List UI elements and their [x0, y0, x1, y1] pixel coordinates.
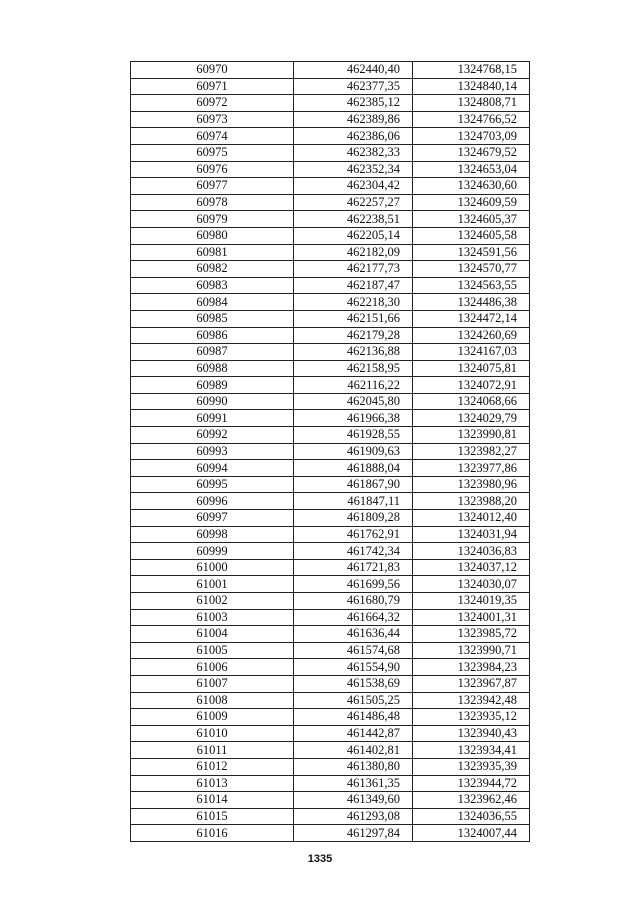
y-coordinate-cell: 1324031,94: [413, 526, 530, 543]
x-coordinate-cell: 461293,08: [294, 808, 413, 825]
y-coordinate-cell: 1324653,04: [413, 161, 530, 178]
point-number-cell: 60990: [131, 393, 294, 410]
y-coordinate-cell: 1324766,52: [413, 111, 530, 128]
x-coordinate-cell: 462218,30: [294, 294, 413, 311]
table-row: [131, 493, 530, 510]
x-coordinate-cell: 461699,56: [294, 576, 413, 593]
point-number-cell: 60983: [131, 277, 294, 294]
point-number-cell: 60978: [131, 194, 294, 211]
coordinates-table: [130, 61, 530, 842]
table-row: [131, 211, 530, 228]
x-coordinate-cell: 461762,91: [294, 526, 413, 543]
y-coordinate-cell: 1324679,52: [413, 144, 530, 161]
table-row: [131, 659, 530, 676]
y-coordinate-cell: 1324609,59: [413, 194, 530, 211]
y-coordinate-cell: 1324486,38: [413, 294, 530, 311]
table-row: [131, 178, 530, 195]
x-coordinate-cell: 461909,63: [294, 443, 413, 460]
table-row: [131, 559, 530, 576]
x-coordinate-cell: 461636,44: [294, 626, 413, 643]
x-coordinate-cell: 462045,80: [294, 393, 413, 410]
x-coordinate-cell: 462179,28: [294, 327, 413, 344]
y-coordinate-cell: 1324030,07: [413, 576, 530, 593]
x-coordinate-cell: 462385,12: [294, 95, 413, 112]
x-coordinate-cell: 462187,47: [294, 277, 413, 294]
y-coordinate-cell: 1324563,55: [413, 277, 530, 294]
table-row: [131, 808, 530, 825]
point-number-cell: 60993: [131, 443, 294, 460]
point-number-cell: 61002: [131, 593, 294, 610]
table-row: [131, 825, 530, 842]
point-number-cell: 60987: [131, 344, 294, 361]
point-number-cell: 61003: [131, 609, 294, 626]
y-coordinate-cell: 1323985,72: [413, 626, 530, 643]
x-coordinate-cell: 462182,09: [294, 244, 413, 261]
table-row: [131, 410, 530, 427]
x-coordinate-cell: 461380,80: [294, 758, 413, 775]
x-coordinate-cell: 462158,95: [294, 360, 413, 377]
y-coordinate-cell: 1324001,31: [413, 609, 530, 626]
point-number-cell: 60981: [131, 244, 294, 261]
x-coordinate-cell: 462116,22: [294, 377, 413, 394]
point-number-cell: 60982: [131, 261, 294, 278]
table-row: [131, 642, 530, 659]
x-coordinate-cell: 462440,40: [294, 62, 413, 79]
point-number-cell: 61011: [131, 742, 294, 759]
x-coordinate-cell: 462386,06: [294, 128, 413, 145]
x-coordinate-cell: 461809,28: [294, 510, 413, 527]
point-number-cell: 60992: [131, 427, 294, 444]
table-row: [131, 427, 530, 444]
y-coordinate-cell: 1324075,81: [413, 360, 530, 377]
y-coordinate-cell: 1324037,12: [413, 559, 530, 576]
y-coordinate-cell: 1323984,23: [413, 659, 530, 676]
table-row: [131, 709, 530, 726]
x-coordinate-cell: 462382,33: [294, 144, 413, 161]
point-number-cell: 60970: [131, 62, 294, 79]
y-coordinate-cell: 1324007,44: [413, 825, 530, 842]
point-number-cell: 60973: [131, 111, 294, 128]
point-number-cell: 61013: [131, 775, 294, 792]
x-coordinate-cell: 462352,34: [294, 161, 413, 178]
y-coordinate-cell: 1324840,14: [413, 78, 530, 95]
point-number-cell: 60980: [131, 227, 294, 244]
point-number-cell: 61016: [131, 825, 294, 842]
x-coordinate-cell: 461867,90: [294, 476, 413, 493]
table-row: [131, 360, 530, 377]
table-row: [131, 742, 530, 759]
table-row: [131, 111, 530, 128]
x-coordinate-cell: 461742,34: [294, 543, 413, 560]
table-row: [131, 128, 530, 145]
y-coordinate-cell: 1324019,35: [413, 593, 530, 610]
point-number-cell: 61007: [131, 675, 294, 692]
point-number-cell: 61006: [131, 659, 294, 676]
point-number-cell: 60995: [131, 476, 294, 493]
point-number-cell: 60989: [131, 377, 294, 394]
point-number-cell: 60984: [131, 294, 294, 311]
x-coordinate-cell: 461349,60: [294, 792, 413, 809]
table-row: [131, 277, 530, 294]
table-row: [131, 194, 530, 211]
table-row: [131, 725, 530, 742]
x-coordinate-cell: 461505,25: [294, 692, 413, 709]
point-number-cell: 60997: [131, 510, 294, 527]
x-coordinate-cell: 461721,83: [294, 559, 413, 576]
coordinates-table-body: [131, 62, 530, 842]
x-coordinate-cell: 462377,35: [294, 78, 413, 95]
x-coordinate-cell: 461574,68: [294, 642, 413, 659]
table-row: [131, 294, 530, 311]
page-number: 1335: [307, 853, 333, 865]
point-number-cell: 61009: [131, 709, 294, 726]
point-number-cell: 61012: [131, 758, 294, 775]
table-row: [131, 526, 530, 543]
table-row: [131, 576, 530, 593]
point-number-cell: 60996: [131, 493, 294, 510]
table-row: [131, 95, 530, 112]
y-coordinate-cell: 1324605,58: [413, 227, 530, 244]
x-coordinate-cell: 461928,55: [294, 427, 413, 444]
point-number-cell: 61014: [131, 792, 294, 809]
table-row: [131, 227, 530, 244]
x-coordinate-cell: 462389,86: [294, 111, 413, 128]
y-coordinate-cell: 1324591,56: [413, 244, 530, 261]
y-coordinate-cell: 1324703,09: [413, 128, 530, 145]
x-coordinate-cell: 462257,27: [294, 194, 413, 211]
table-row: [131, 443, 530, 460]
y-coordinate-cell: 1324167,03: [413, 344, 530, 361]
point-number-cell: 60976: [131, 161, 294, 178]
y-coordinate-cell: 1324036,55: [413, 808, 530, 825]
point-number-cell: 61005: [131, 642, 294, 659]
table-row: [131, 377, 530, 394]
y-coordinate-cell: 1324036,83: [413, 543, 530, 560]
y-coordinate-cell: 1323940,43: [413, 725, 530, 742]
y-coordinate-cell: 1324029,79: [413, 410, 530, 427]
table-row: [131, 476, 530, 493]
x-coordinate-cell: 461966,38: [294, 410, 413, 427]
table-row: [131, 62, 530, 79]
y-coordinate-cell: 1323942,48: [413, 692, 530, 709]
x-coordinate-cell: 461554,90: [294, 659, 413, 676]
table-row: [131, 675, 530, 692]
point-number-cell: 61010: [131, 725, 294, 742]
point-number-cell: 60999: [131, 543, 294, 560]
y-coordinate-cell: 1324068,66: [413, 393, 530, 410]
point-number-cell: 60979: [131, 211, 294, 228]
table-row: [131, 510, 530, 527]
table-row: [131, 609, 530, 626]
point-number-cell: 60985: [131, 310, 294, 327]
table-row: [131, 543, 530, 560]
x-coordinate-cell: 461442,87: [294, 725, 413, 742]
x-coordinate-cell: 462136,88: [294, 344, 413, 361]
point-number-cell: 60971: [131, 78, 294, 95]
y-coordinate-cell: 1323934,41: [413, 742, 530, 759]
table-row: [131, 344, 530, 361]
x-coordinate-cell: 461888,04: [294, 460, 413, 477]
x-coordinate-cell: 461297,84: [294, 825, 413, 842]
point-number-cell: 61004: [131, 626, 294, 643]
table-row: [131, 758, 530, 775]
table-row: [131, 261, 530, 278]
x-coordinate-cell: 461680,79: [294, 593, 413, 610]
x-coordinate-cell: 462304,42: [294, 178, 413, 195]
table-row: [131, 692, 530, 709]
y-coordinate-cell: 1323967,87: [413, 675, 530, 692]
y-coordinate-cell: 1323988,20: [413, 493, 530, 510]
table-row: [131, 460, 530, 477]
y-coordinate-cell: 1324605,37: [413, 211, 530, 228]
x-coordinate-cell: 462205,14: [294, 227, 413, 244]
y-coordinate-cell: 1323980,96: [413, 476, 530, 493]
x-coordinate-cell: 461664,32: [294, 609, 413, 626]
x-coordinate-cell: 461847,11: [294, 493, 413, 510]
point-number-cell: 61001: [131, 576, 294, 593]
y-coordinate-cell: 1324012,40: [413, 510, 530, 527]
point-number-cell: 60998: [131, 526, 294, 543]
y-coordinate-cell: 1323990,81: [413, 427, 530, 444]
point-number-cell: 60986: [131, 327, 294, 344]
y-coordinate-cell: 1324570,77: [413, 261, 530, 278]
point-number-cell: 61015: [131, 808, 294, 825]
x-coordinate-cell: 461402,81: [294, 742, 413, 759]
y-coordinate-cell: 1323990,71: [413, 642, 530, 659]
point-number-cell: 60975: [131, 144, 294, 161]
x-coordinate-cell: 461361,35: [294, 775, 413, 792]
y-coordinate-cell: 1323977,86: [413, 460, 530, 477]
x-coordinate-cell: 461486,48: [294, 709, 413, 726]
y-coordinate-cell: 1323962,46: [413, 792, 530, 809]
table-row: [131, 78, 530, 95]
table-row: [131, 792, 530, 809]
point-number-cell: 61008: [131, 692, 294, 709]
point-number-cell: 60977: [131, 178, 294, 195]
table-row: [131, 626, 530, 643]
table-row: [131, 244, 530, 261]
point-number-cell: 60974: [131, 128, 294, 145]
x-coordinate-cell: 462151,66: [294, 310, 413, 327]
point-number-cell: 60988: [131, 360, 294, 377]
table-row: [131, 775, 530, 792]
point-number-cell: 61000: [131, 559, 294, 576]
y-coordinate-cell: 1324472,14: [413, 310, 530, 327]
point-number-cell: 60994: [131, 460, 294, 477]
y-coordinate-cell: 1323935,12: [413, 709, 530, 726]
y-coordinate-cell: 1323944,72: [413, 775, 530, 792]
table-row: [131, 161, 530, 178]
y-coordinate-cell: 1323982,27: [413, 443, 530, 460]
y-coordinate-cell: 1323935,39: [413, 758, 530, 775]
x-coordinate-cell: 462177,73: [294, 261, 413, 278]
table-row: [131, 593, 530, 610]
y-coordinate-cell: 1324630,60: [413, 178, 530, 195]
point-number-cell: 60991: [131, 410, 294, 427]
table-row: [131, 327, 530, 344]
table-row: [131, 310, 530, 327]
x-coordinate-cell: 462238,51: [294, 211, 413, 228]
point-number-cell: 60972: [131, 95, 294, 112]
y-coordinate-cell: 1324808,71: [413, 95, 530, 112]
y-coordinate-cell: 1324072,91: [413, 377, 530, 394]
table-row: [131, 393, 530, 410]
x-coordinate-cell: 461538,69: [294, 675, 413, 692]
y-coordinate-cell: 1324768,15: [413, 62, 530, 79]
y-coordinate-cell: 1324260,69: [413, 327, 530, 344]
table-row: [131, 144, 530, 161]
